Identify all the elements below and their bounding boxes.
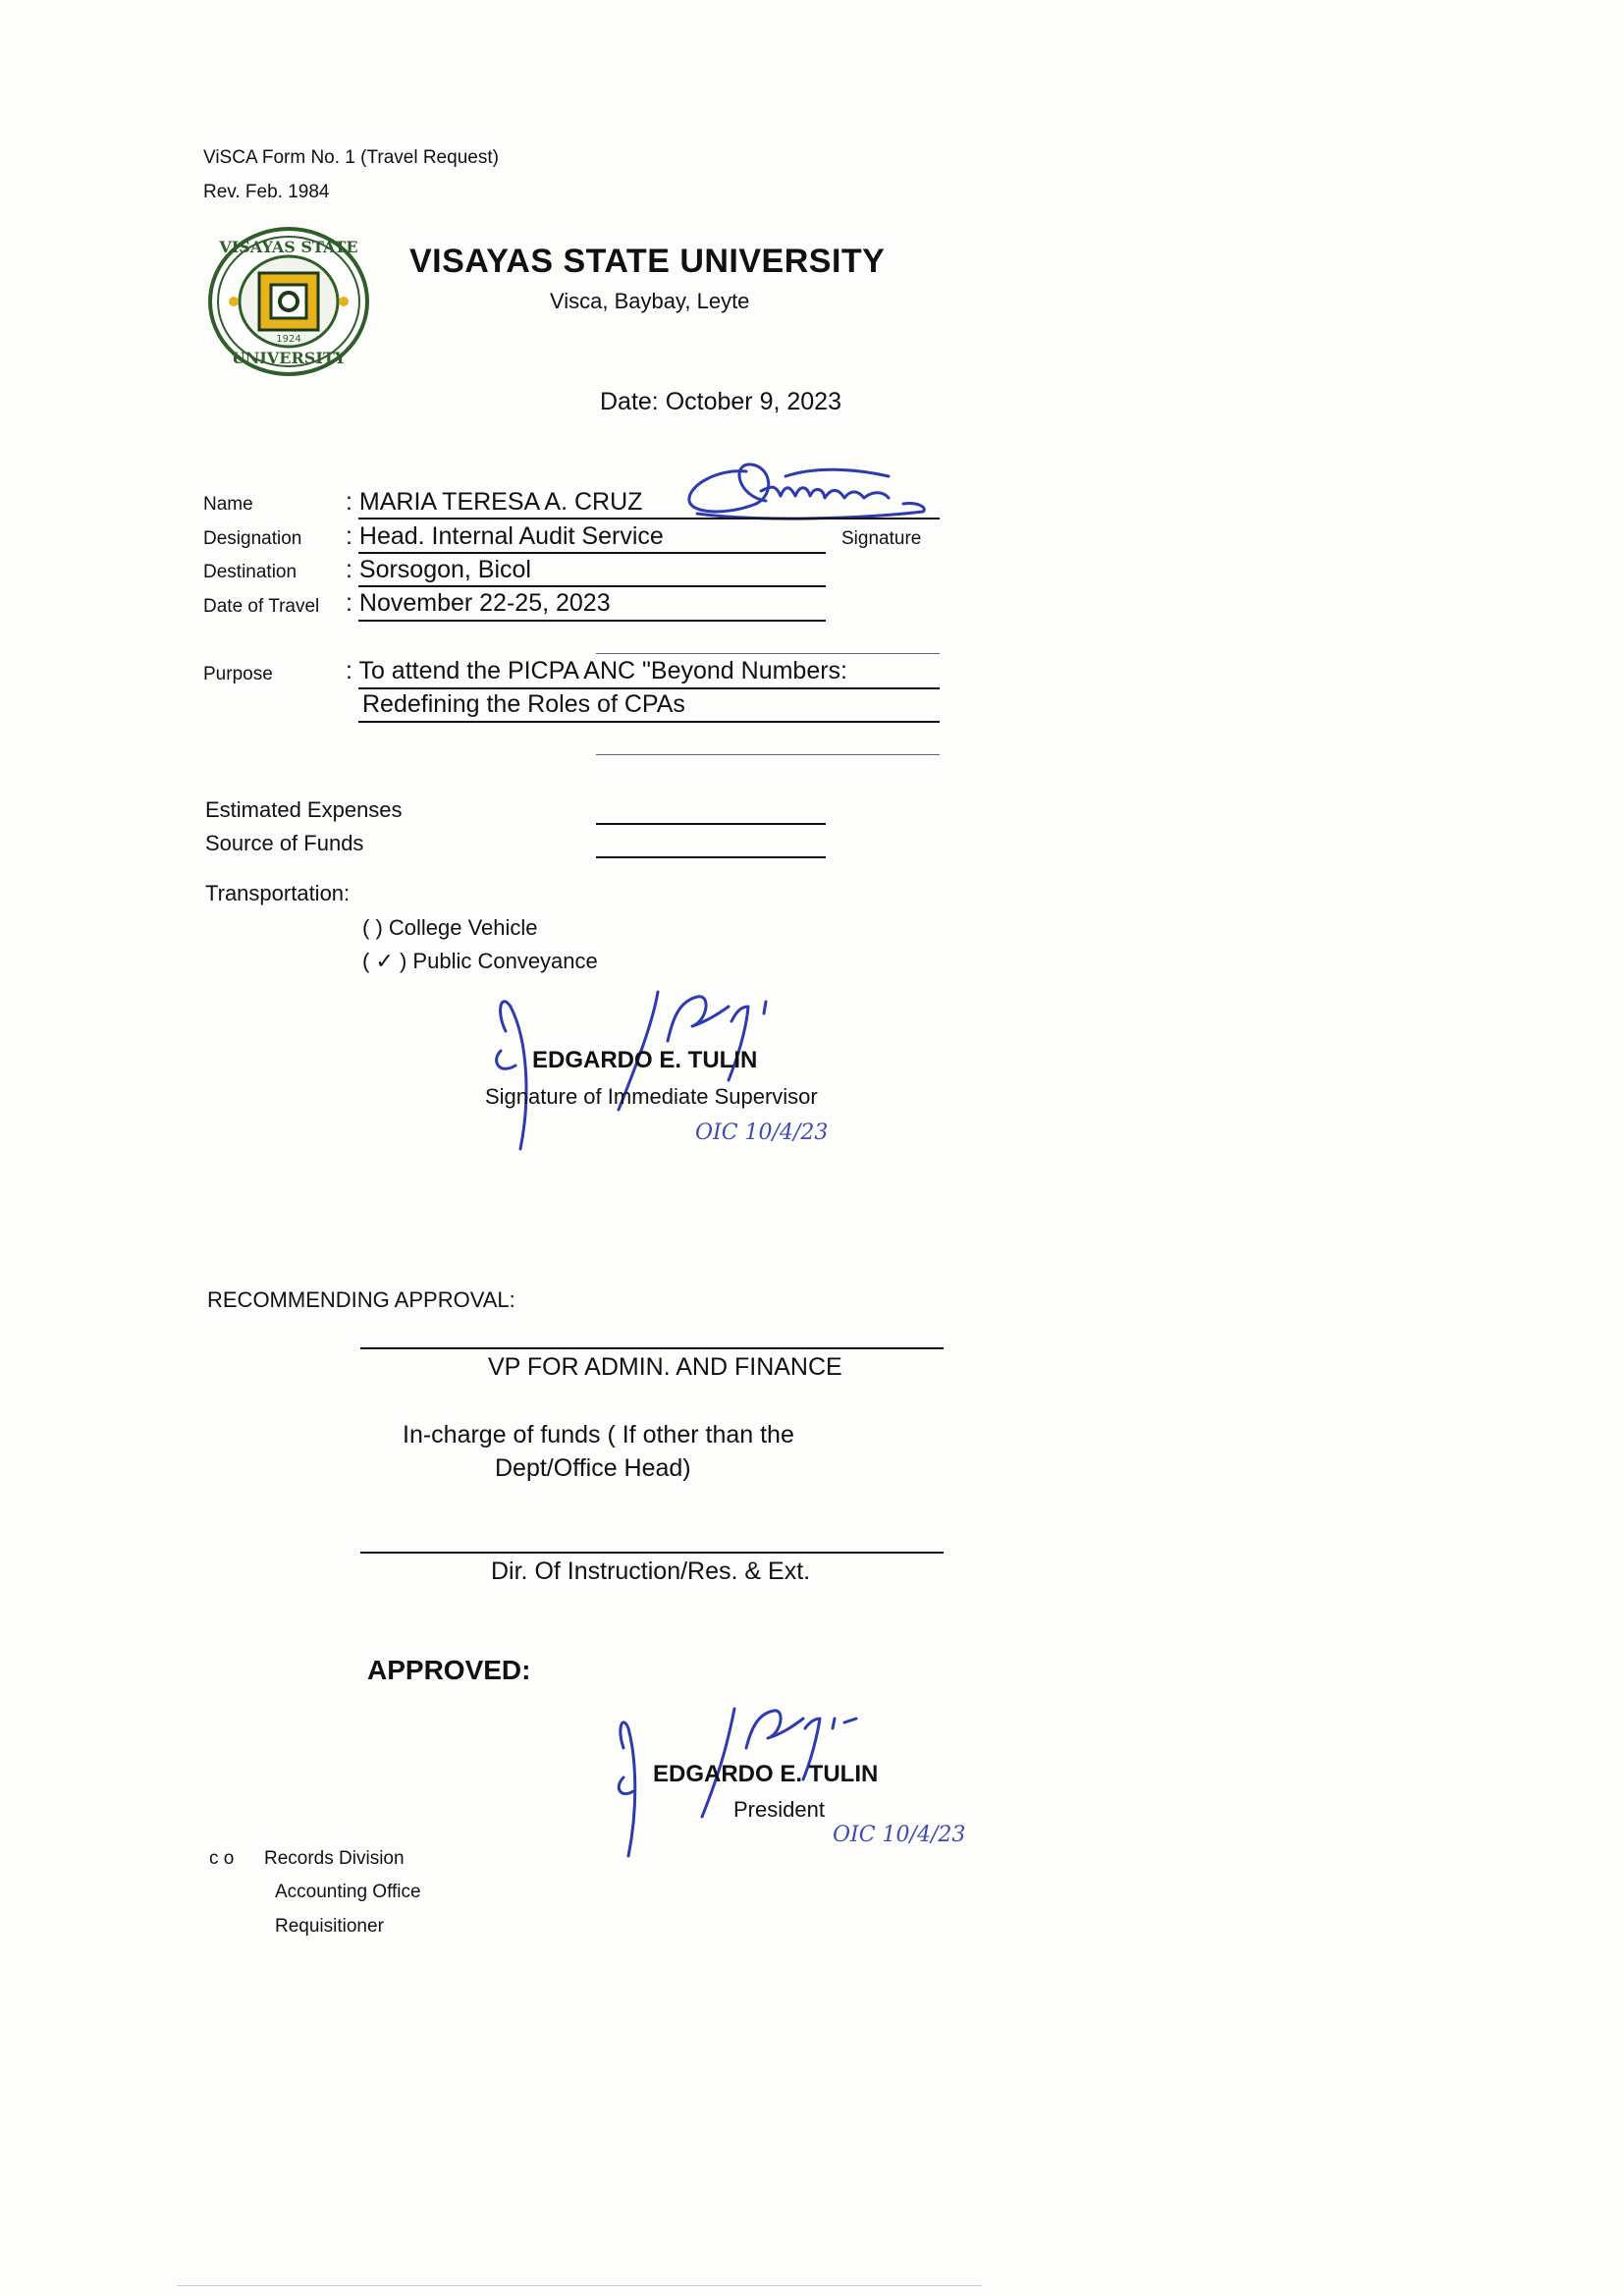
signature-label: Signature xyxy=(841,528,922,549)
transport-option-public: ( ✓ ) Public Conveyance xyxy=(362,949,598,973)
expenses-label: Estimated Expenses xyxy=(205,797,403,822)
copy-item-records: Records Division xyxy=(264,1848,405,1869)
university-seal-icon xyxy=(206,226,371,378)
president-title: President xyxy=(733,1797,825,1822)
purpose-label: Purpose xyxy=(203,664,273,684)
supervisor-caption: Signature of Immediate Supervisor xyxy=(485,1084,818,1109)
seal-text-top: VISAYAS STATE xyxy=(219,238,358,256)
seal-text-bottom: UNIVERSITY xyxy=(231,349,347,367)
name-underline xyxy=(358,518,940,519)
name-value: : MARIA TERESA A. CRUZ xyxy=(346,488,643,516)
copy-item-requisitioner: Requisitioner xyxy=(275,1916,384,1937)
transport-option-college: ( ) College Vehicle xyxy=(362,915,538,940)
purpose-line-1: : To attend the PICPA ANC "Beyond Numbers: xyxy=(346,657,847,684)
vp-signature-line xyxy=(360,1347,944,1349)
recommending-approval-label: RECOMMENDING APPROVAL: xyxy=(207,1287,515,1312)
copies-label: c o xyxy=(209,1848,235,1869)
vp-caption: VP FOR ADMIN. AND FINANCE xyxy=(488,1353,842,1381)
dir-caption: Dir. Of Instruction/Res. & Ext. xyxy=(491,1558,811,1585)
purpose-underline-1 xyxy=(358,687,940,689)
purpose-bottom-line xyxy=(596,754,940,755)
name-label: Name xyxy=(203,494,253,515)
funds-label: Source of Funds xyxy=(205,831,364,855)
requester-signature-icon xyxy=(677,447,933,525)
copy-item-accounting: Accounting Office xyxy=(275,1882,421,1902)
request-date: Date: October 9, 2023 xyxy=(600,388,841,415)
seal-year: 1924 xyxy=(276,334,301,345)
transportation-label: Transportation: xyxy=(205,881,351,905)
approved-label: APPROVED: xyxy=(367,1655,531,1685)
expenses-underline xyxy=(596,823,826,825)
purpose-underline-2 xyxy=(358,721,940,723)
travel-date-value: : November 22-25, 2023 xyxy=(346,589,611,617)
supervisor-handwritten-note: OIC 10/4/23 xyxy=(695,1121,829,1145)
scan-edge-line xyxy=(177,2285,982,2286)
designation-label: Designation xyxy=(203,528,302,549)
supervisor-name: EDGARDO E. TULIN xyxy=(532,1047,758,1073)
president-handwritten-note: OIC 10/4/23 xyxy=(833,1823,966,1847)
dir-signature-line xyxy=(360,1552,944,1554)
destination-label: Destination xyxy=(203,562,298,582)
university-address: Visca, Baybay, Leyte xyxy=(550,289,750,313)
destination-value: : Sorsogon, Bicol xyxy=(346,556,531,583)
designation-underline xyxy=(358,552,826,554)
president-name: EDGARDO E. TULIN xyxy=(653,1761,879,1787)
travel-date-underline xyxy=(358,620,826,622)
purpose-top-line xyxy=(596,653,940,654)
funds-underline xyxy=(596,856,826,858)
travel-date-label: Date of Travel xyxy=(203,596,320,617)
form-revision: Rev. Feb. 1984 xyxy=(203,182,330,202)
purpose-line-2: Redefining the Roles of CPAs xyxy=(362,690,685,718)
form-number: ViSCA Form No. 1 (Travel Request) xyxy=(203,147,499,168)
incharge-line-2: Dept/Office Head) xyxy=(495,1454,691,1482)
incharge-line-1: In-charge of funds ( If other than the xyxy=(403,1421,794,1449)
destination-underline xyxy=(358,585,826,587)
designation-value: : Head. Internal Audit Service xyxy=(346,522,664,550)
university-name: VISAYAS STATE UNIVERSITY xyxy=(409,243,886,280)
